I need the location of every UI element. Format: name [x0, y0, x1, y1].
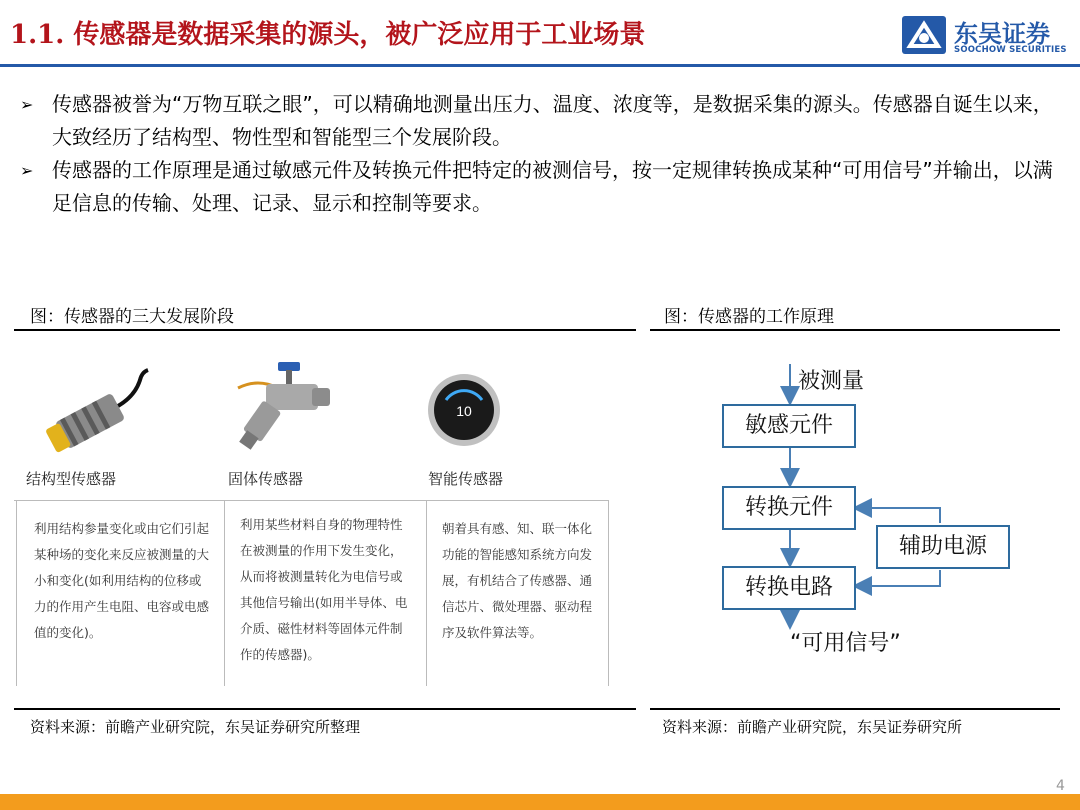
proximity-sensor-icon — [40, 366, 150, 454]
footer-accent-bar — [0, 794, 1080, 810]
bullet-text: 传感器被誉为“万物互联之眼”，可以精确地测量出压力、温度、浓度等，是数据采集的源头。传感器自诞生以来，大致经历了结构型、物性型和智能型三个发展阶段。 — [52, 92, 1053, 149]
auxiliary-power-box: 辅助电源 — [876, 525, 1010, 569]
bullet-text: 传感器的工作原理是通过敏感元件及转换元件把特定的被测信号，按一定规律转换成某种“可用信号”并输出，以满足信息的传输、处理、记录、显示和控制等要求。 — [52, 158, 1053, 215]
source-left: 资料来源：前瞻产业研究院，东吴证券研究所整理 — [30, 718, 361, 736]
page-number: 4 — [1056, 778, 1065, 794]
caption-rule-left — [14, 329, 636, 331]
bullet-arrow-icon: ➢ — [20, 161, 34, 180]
header-divider — [0, 64, 1080, 67]
logo-text-cn: 东吴证券 — [954, 20, 1050, 48]
conversion-circuit-box: 转换电路 — [722, 566, 856, 610]
arrow-aux-box2 — [856, 508, 940, 523]
bullet-item — [20, 88, 1060, 154]
figure-caption-left: 图：传感器的三大发展阶段 — [30, 307, 234, 327]
logo-text-en: SOOCHOW SECURITIES — [954, 45, 1067, 55]
source-rule-right — [650, 708, 1060, 710]
smart-thermostat-icon — [424, 370, 504, 450]
stage-desc-structural: 利用结构参量变化或由它们引起某种场的变化来反应被测量的大小和变化(如利用结构的位移或力的作用产生电阻、电容或电感值的变化)。 — [34, 521, 210, 640]
figure-caption-right: 图：传感器的工作原理 — [664, 307, 834, 327]
company-logo — [902, 14, 1067, 58]
source-right: 资料来源：前瞻产业研究院，东吴证券研究所 — [662, 718, 963, 736]
arrow-aux-box3 — [856, 570, 940, 586]
working-principle-diagram — [650, 340, 1060, 708]
bullet-arrow-icon: ➢ — [20, 95, 34, 114]
column-border — [16, 500, 17, 686]
column-border — [426, 500, 427, 686]
development-stages-figure — [14, 340, 636, 708]
stage-label-smart: 智能传感器 — [428, 470, 504, 488]
source-rule-left — [14, 708, 636, 710]
page-title: 1.1. 传感器是数据采集的源头，被广泛应用于工业场景 — [10, 20, 646, 50]
soochow-logo-icon — [902, 16, 946, 54]
bullet-item — [20, 154, 1060, 220]
bullet-list — [20, 88, 1060, 220]
column-border — [608, 500, 609, 686]
thermostat-display-value: 10 — [456, 403, 472, 419]
input-label: 被测量 — [798, 369, 865, 394]
stage-label-structural: 结构型传感器 — [26, 470, 117, 488]
pressure-sensor-icon — [228, 358, 338, 458]
stage-label-solid: 固体传感器 — [228, 470, 304, 488]
column-border — [224, 500, 225, 686]
stage-desc-solid: 利用某些材料自身的物理特性在被测量的作用下发生变化，从而将被测量转化为电信号或其他信号输出(如用半导体、电介质、磁性材料等固体元件制作的传感器)。 — [240, 517, 408, 662]
caption-rule-right — [650, 329, 1060, 331]
stage-desc-smart: 朝着具有感、知、联一体化功能的智能感知系统方向发展，有机结合了传感器、通信芯片、微处理器、驱动程序及软件算法等。 — [442, 521, 593, 640]
sensing-element-box: 敏感元件 — [722, 404, 856, 448]
conversion-element-box: 转换元件 — [722, 486, 856, 530]
output-label: “可用信号” — [790, 631, 901, 656]
stage-divider — [14, 500, 608, 501]
